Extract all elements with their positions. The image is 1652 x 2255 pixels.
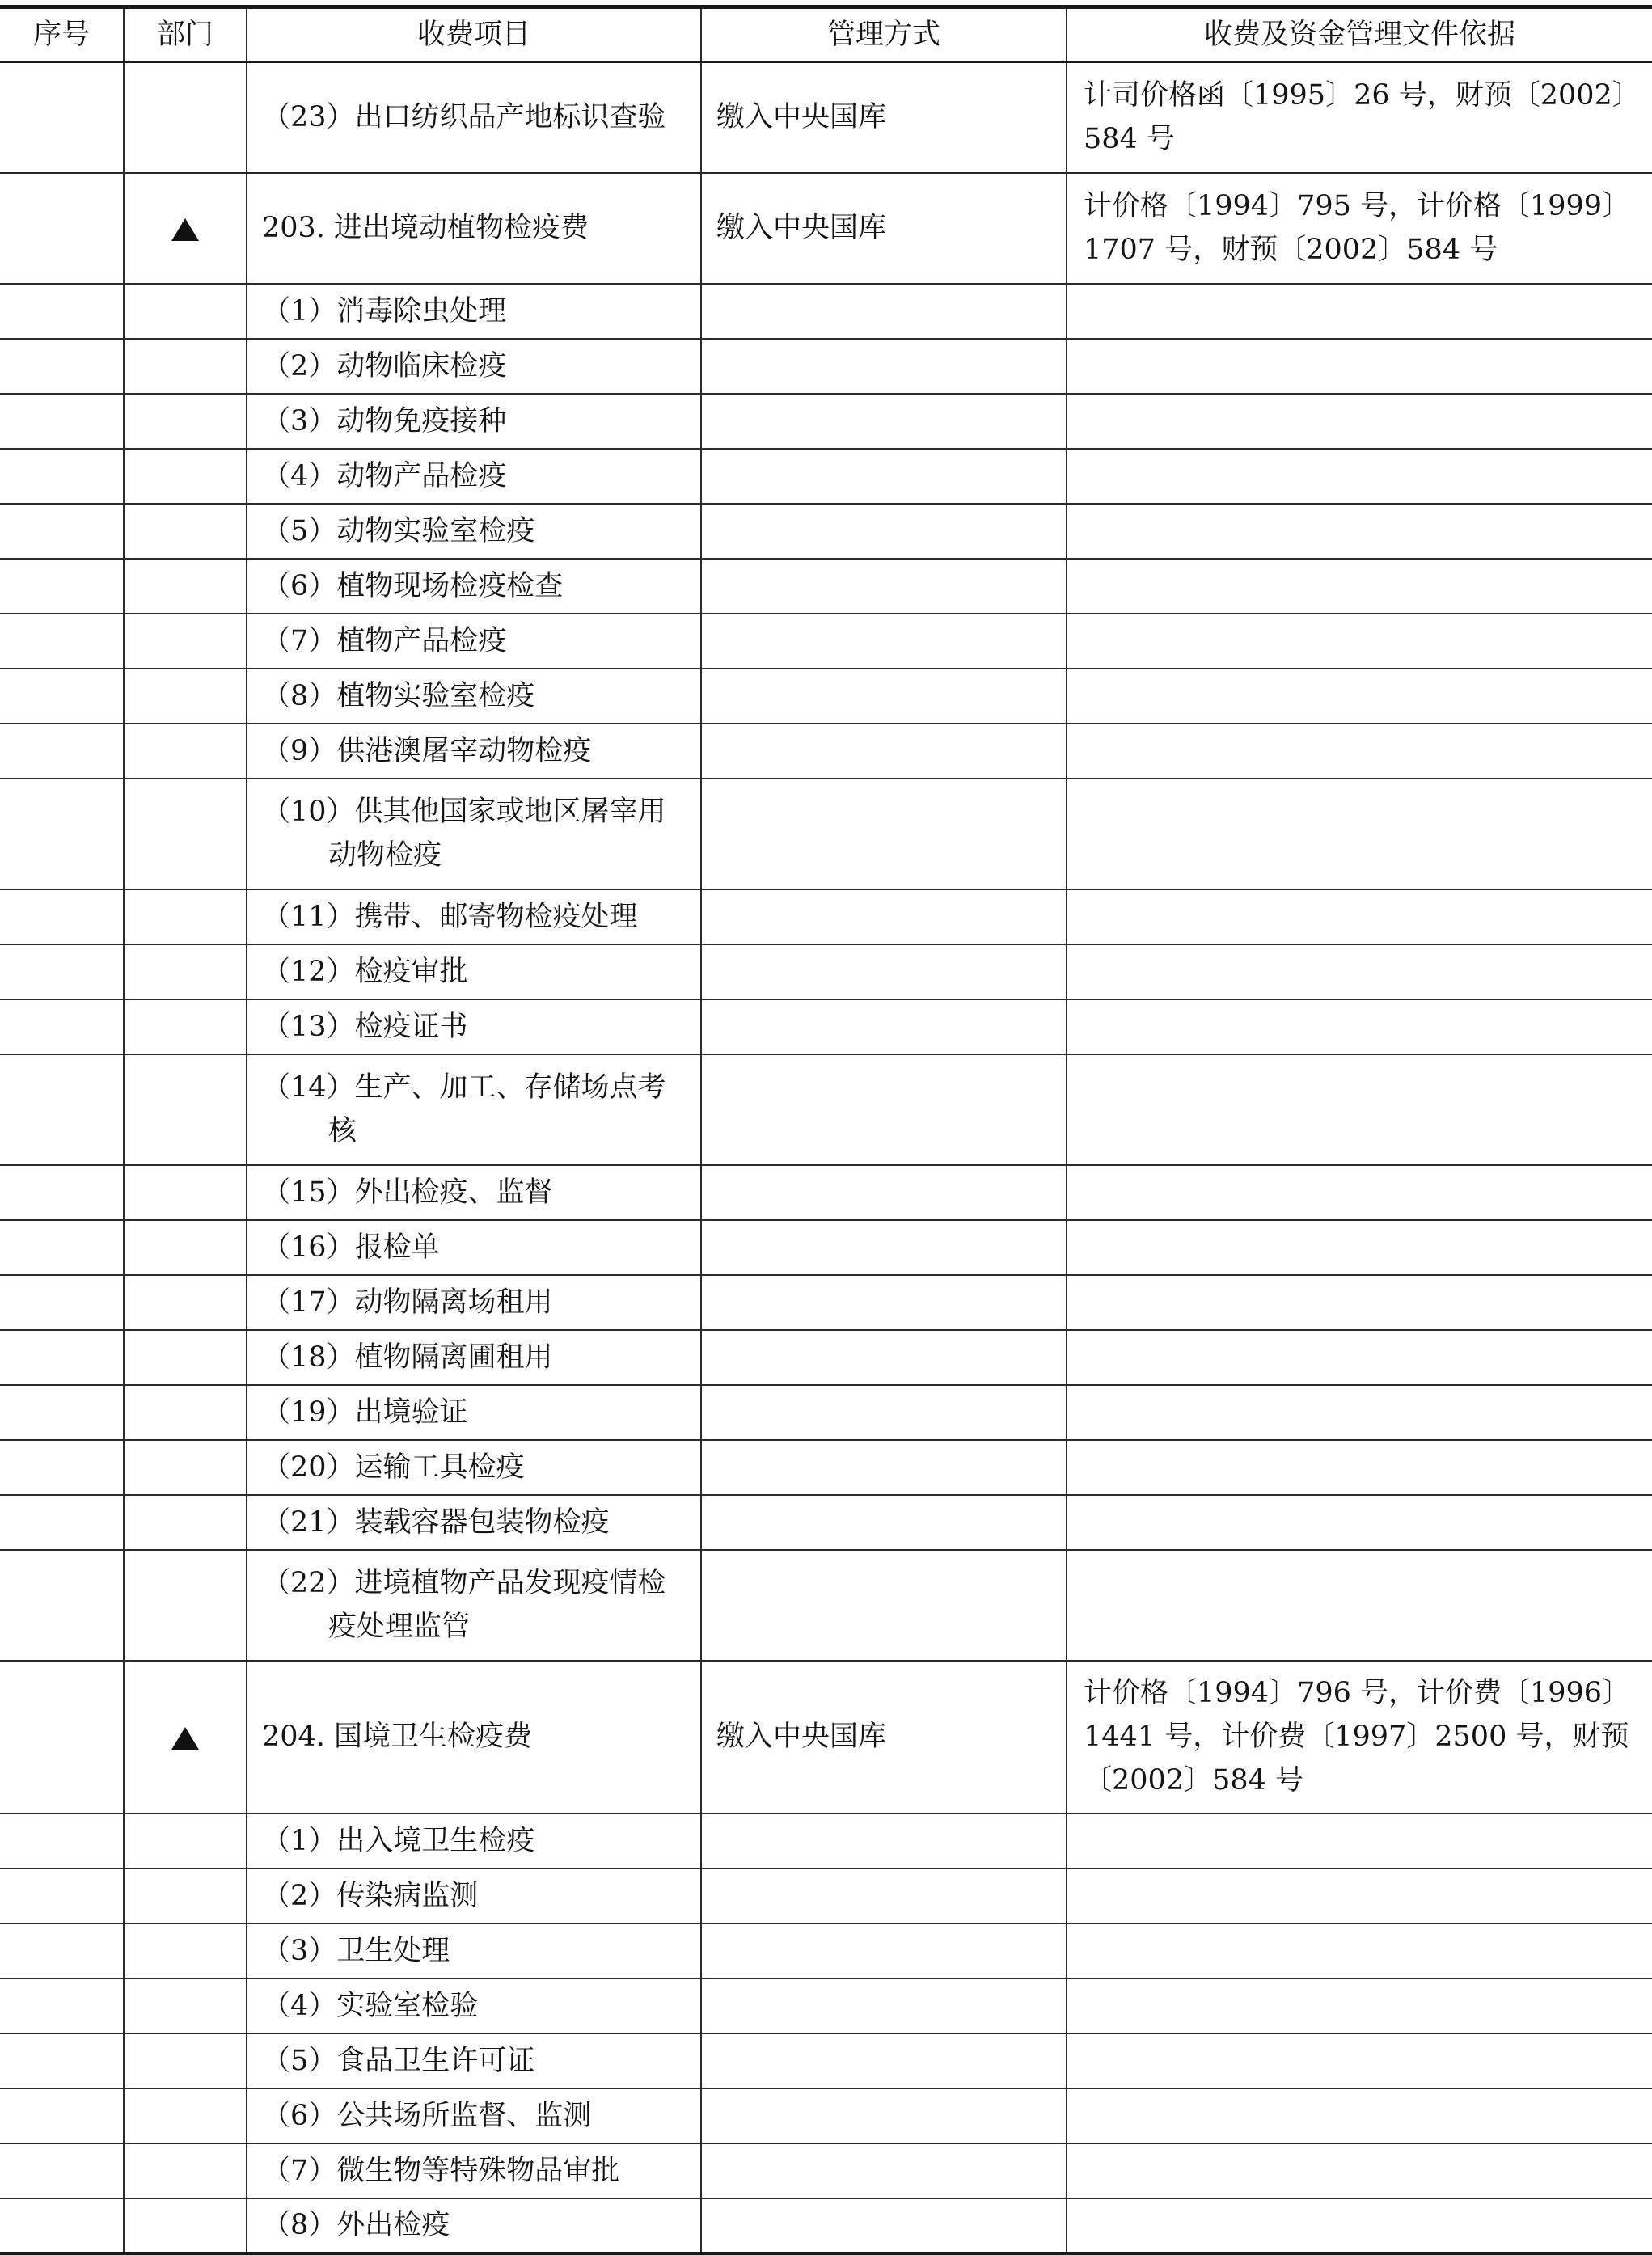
dept-cell <box>124 1220 247 1275</box>
table-row <box>0 1440 1652 1495</box>
basis-cell <box>1067 394 1652 449</box>
item-cell <box>247 284 701 339</box>
seq-cell <box>0 1330 124 1385</box>
seq-cell <box>0 449 124 504</box>
mgmt-cell <box>701 1275 1067 1330</box>
item-text: （14）生产、加工、存储场点考核 <box>262 1071 666 1147</box>
item-text: （16）报检单 <box>262 1231 440 1264</box>
seq-cell <box>0 1440 124 1495</box>
basis-cell <box>1067 1978 1652 2033</box>
basis-cell <box>1067 504 1652 559</box>
item-text: （17）动物隔离场租用 <box>262 1286 553 1319</box>
mgmt-cell <box>701 504 1067 559</box>
table-row <box>0 669 1652 724</box>
seq-cell <box>0 504 124 559</box>
dept-cell <box>124 284 247 339</box>
seq-cell <box>0 614 124 669</box>
mgmt-cell <box>701 2088 1067 2143</box>
item-cell <box>247 724 701 779</box>
dept-cell <box>124 1275 247 1330</box>
seq-cell <box>0 1220 124 1275</box>
item-cell <box>247 1869 701 1924</box>
item-cell <box>247 1220 701 1275</box>
seq-cell <box>0 724 124 779</box>
basis-cell <box>1067 724 1652 779</box>
item-text: （15）外出检疫、监督 <box>262 1176 553 1209</box>
basis-cell: 计价格〔1994〕795 号，计价格〔1999〕1707 号，财预〔2002〕584 号 <box>1067 173 1652 284</box>
table-row <box>0 1550 1652 1661</box>
table-row <box>0 2143 1652 2198</box>
item-cell <box>247 1330 701 1385</box>
mgmt-cell <box>701 1978 1067 2033</box>
header-seq: 序号 <box>0 7 124 62</box>
item-text: （18）植物隔离圃租用 <box>262 1341 553 1374</box>
dept-cell <box>124 999 247 1054</box>
dept-cell <box>124 1550 247 1661</box>
table-row <box>0 1165 1652 1220</box>
basis-cell <box>1067 1275 1652 1330</box>
table-row <box>0 1054 1652 1165</box>
item-text: （3）动物免疫接种 <box>262 404 507 437</box>
dept-cell <box>124 1869 247 1924</box>
mgmt-cell <box>701 2033 1067 2088</box>
mgmt-cell <box>701 944 1067 999</box>
dept-cell <box>124 62 247 173</box>
item-cell <box>247 449 701 504</box>
item-text: （2）传染病监测 <box>262 1879 479 1912</box>
basis-cell: 计司价格函〔1995〕26 号，财预〔2002〕584 号 <box>1067 62 1652 173</box>
item-text: （7）植物产品检疫 <box>262 624 507 657</box>
item-text: （9）供港澳屠宰动物检疫 <box>262 734 592 767</box>
dept-cell <box>124 944 247 999</box>
mgmt-cell: 缴入中央国库 <box>701 62 1067 173</box>
table-row <box>0 173 1652 284</box>
mgmt-cell <box>701 1054 1067 1165</box>
basis-cell <box>1067 1869 1652 1924</box>
triangle-icon <box>171 218 199 241</box>
item-text: （13）检疫证书 <box>262 1010 468 1043</box>
item-cell <box>247 559 701 614</box>
item-text: （11）携带、邮寄物检疫处理 <box>262 900 638 933</box>
item-text: （4）动物产品检疫 <box>262 459 507 492</box>
seq-cell <box>0 1978 124 2033</box>
table-row <box>0 2033 1652 2088</box>
item-text: （22）进境植物产品发现疫情检疫处理监管 <box>262 1567 666 1643</box>
mgmt-cell <box>701 1165 1067 1220</box>
table-row <box>0 1924 1652 1978</box>
item-text: （6）公共场所监督、监测 <box>262 2099 592 2132</box>
table-row <box>0 559 1652 614</box>
basis-cell <box>1067 1550 1652 1661</box>
table-row <box>0 449 1652 504</box>
item-text: （3）卫生处理 <box>262 1934 450 1967</box>
dept-cell <box>124 724 247 779</box>
table-row <box>0 614 1652 669</box>
basis-cell <box>1067 284 1652 339</box>
item-text: （23）出口纺织品产地标识查验 <box>262 101 666 134</box>
basis-cell <box>1067 669 1652 724</box>
mgmt-cell <box>701 394 1067 449</box>
item-text: （21）装载容器包装物检疫 <box>262 1505 610 1539</box>
table-row <box>0 1661 1652 1814</box>
mgmt-cell <box>701 999 1067 1054</box>
seq-cell <box>0 944 124 999</box>
item-cell <box>247 1440 701 1495</box>
item-cell <box>247 1385 701 1440</box>
item-cell <box>247 504 701 559</box>
mgmt-cell <box>701 1220 1067 1275</box>
table-row <box>0 1275 1652 1330</box>
table-row <box>0 394 1652 449</box>
table-row <box>0 1220 1652 1275</box>
header-mgmt: 管理方式 <box>701 7 1067 62</box>
item-cell <box>247 1924 701 1978</box>
item-text: （2）动物临床检疫 <box>262 349 507 382</box>
basis-cell <box>1067 1330 1652 1385</box>
seq-cell <box>0 173 124 284</box>
dept-cell <box>124 449 247 504</box>
table-row <box>0 2088 1652 2143</box>
item-cell <box>247 2033 701 2088</box>
item-text: （6）植物现场检疫检查 <box>262 569 564 602</box>
seq-cell <box>0 779 124 889</box>
item-cell <box>247 1814 701 1869</box>
basis-cell <box>1067 1054 1652 1165</box>
dept-cell <box>124 614 247 669</box>
dept-cell <box>124 1385 247 1440</box>
mgmt-cell <box>701 339 1067 394</box>
item-cell <box>247 1165 701 1220</box>
item-text: （10）供其他国家或地区屠宰用动物检疫 <box>262 796 666 872</box>
basis-cell <box>1067 2033 1652 2088</box>
table-row <box>0 1814 1652 1869</box>
item-text: （12）检疫审批 <box>262 955 468 988</box>
basis-cell <box>1067 449 1652 504</box>
mgmt-cell <box>701 1814 1067 1869</box>
item-text: （7）微生物等特殊物品审批 <box>262 2154 620 2187</box>
table-row <box>0 284 1652 339</box>
item-cell <box>247 173 701 284</box>
basis-cell <box>1067 1495 1652 1550</box>
basis-cell <box>1067 1814 1652 1869</box>
seq-cell <box>0 394 124 449</box>
dept-cell <box>124 1924 247 1978</box>
seq-cell <box>0 1275 124 1330</box>
item-text: （8）植物实验室检疫 <box>262 679 535 712</box>
mgmt-cell <box>701 1550 1067 1661</box>
dept-cell <box>124 1495 247 1550</box>
item-text: （8）外出检疫 <box>262 2209 450 2241</box>
dept-cell <box>124 669 247 724</box>
dept-cell <box>124 2143 247 2198</box>
table-body <box>0 62 1652 2253</box>
mgmt-cell <box>701 2143 1067 2198</box>
mgmt-cell <box>701 614 1067 669</box>
dept-cell <box>124 2198 247 2253</box>
seq-cell <box>0 559 124 614</box>
table-row <box>0 2198 1652 2253</box>
item-cell <box>247 779 701 889</box>
dept-cell <box>124 889 247 944</box>
seq-cell <box>0 2143 124 2198</box>
item-text: （1）出入境卫生检疫 <box>262 1824 535 1857</box>
basis-cell <box>1067 1385 1652 1440</box>
seq-cell <box>0 889 124 944</box>
dept-cell <box>124 1330 247 1385</box>
dept-cell <box>124 1165 247 1220</box>
seq-cell <box>0 1054 124 1165</box>
item-cell <box>247 62 701 173</box>
header-dept: 部门 <box>124 7 247 62</box>
basis-cell: 计价格〔1994〕796 号，计价费〔1996〕1441 号，计价费〔1997〕2500 号，财预〔2002〕584 号 <box>1067 1661 1652 1814</box>
mgmt-cell <box>701 284 1067 339</box>
item-text: （19）出境验证 <box>262 1396 468 1429</box>
dept-cell <box>124 504 247 559</box>
mgmt-cell <box>701 669 1067 724</box>
item-cell <box>247 614 701 669</box>
basis-cell <box>1067 779 1652 889</box>
mgmt-cell: 缴入中央国库 <box>701 1661 1067 1814</box>
basis-cell <box>1067 944 1652 999</box>
table-row <box>0 889 1652 944</box>
table-row <box>0 944 1652 999</box>
mgmt-cell <box>701 1495 1067 1550</box>
dept-cell <box>124 779 247 889</box>
header-basis: 收费及资金管理文件依据 <box>1067 7 1652 62</box>
basis-cell <box>1067 2088 1652 2143</box>
item-text: （1）消毒除虫处理 <box>262 294 507 327</box>
dept-cell <box>124 173 247 284</box>
item-cell <box>247 1275 701 1330</box>
table-row <box>0 1495 1652 1550</box>
seq-cell <box>0 284 124 339</box>
mgmt-cell <box>701 559 1067 614</box>
item-cell <box>247 999 701 1054</box>
seq-cell <box>0 999 124 1054</box>
mgmt-cell <box>701 889 1067 944</box>
mgmt-cell <box>701 1869 1067 1924</box>
seq-cell <box>0 1550 124 1661</box>
mgmt-cell <box>701 449 1067 504</box>
table-row <box>0 999 1652 1054</box>
mgmt-cell: 缴入中央国库 <box>701 173 1067 284</box>
basis-cell <box>1067 999 1652 1054</box>
dept-cell <box>124 394 247 449</box>
basis-cell <box>1067 614 1652 669</box>
item-cell <box>247 2143 701 2198</box>
table-row <box>0 62 1652 173</box>
mgmt-cell <box>701 779 1067 889</box>
basis-cell <box>1067 559 1652 614</box>
dept-cell <box>124 1978 247 2033</box>
header-row <box>0 7 1652 62</box>
item-cell <box>247 1495 701 1550</box>
dept-cell <box>124 2033 247 2088</box>
fee-table <box>0 5 1652 2255</box>
seq-cell <box>0 62 124 173</box>
mgmt-cell <box>701 2198 1067 2253</box>
item-cell <box>247 944 701 999</box>
dept-cell <box>124 2088 247 2143</box>
basis-cell <box>1067 339 1652 394</box>
mgmt-cell <box>701 724 1067 779</box>
item-text: 204. 国境卫生检疫费 <box>262 1721 533 1753</box>
basis-cell <box>1067 1440 1652 1495</box>
table-header <box>0 7 1652 62</box>
item-cell <box>247 394 701 449</box>
table-row <box>0 1330 1652 1385</box>
seq-cell <box>0 669 124 724</box>
table-row <box>0 1385 1652 1440</box>
item-cell <box>247 889 701 944</box>
dept-cell <box>124 1814 247 1869</box>
basis-cell <box>1067 889 1652 944</box>
mgmt-cell <box>701 1330 1067 1385</box>
seq-cell <box>0 339 124 394</box>
seq-cell <box>0 2198 124 2253</box>
seq-cell <box>0 2088 124 2143</box>
seq-cell <box>0 1814 124 1869</box>
seq-cell <box>0 1924 124 1978</box>
item-cell <box>247 1550 701 1661</box>
item-text: （4）实验室检验 <box>262 1989 479 2022</box>
seq-cell <box>0 1869 124 1924</box>
item-cell <box>247 2198 701 2253</box>
seq-cell <box>0 1495 124 1550</box>
seq-cell <box>0 1385 124 1440</box>
item-cell <box>247 1978 701 2033</box>
table-row <box>0 504 1652 559</box>
table-row <box>0 779 1652 889</box>
dept-cell <box>124 1440 247 1495</box>
dept-cell <box>124 339 247 394</box>
dept-cell <box>124 1661 247 1814</box>
item-cell <box>247 1054 701 1165</box>
mgmt-cell <box>701 1924 1067 1978</box>
item-text: （20）运输工具检疫 <box>262 1451 525 1484</box>
table-row <box>0 1869 1652 1924</box>
triangle-icon <box>171 1727 199 1750</box>
mgmt-cell <box>701 1385 1067 1440</box>
table-row <box>0 339 1652 394</box>
seq-cell <box>0 2033 124 2088</box>
basis-cell <box>1067 1220 1652 1275</box>
dept-cell <box>124 1054 247 1165</box>
item-cell <box>247 339 701 394</box>
table-row <box>0 724 1652 779</box>
item-text: （5）动物实验室检疫 <box>262 514 535 547</box>
item-text: （5）食品卫生许可证 <box>262 2044 535 2077</box>
item-cell <box>247 669 701 724</box>
dept-cell <box>124 559 247 614</box>
basis-cell <box>1067 2143 1652 2198</box>
seq-cell <box>0 1661 124 1814</box>
basis-cell <box>1067 2198 1652 2253</box>
basis-cell <box>1067 1924 1652 1978</box>
mgmt-cell <box>701 1440 1067 1495</box>
table-row <box>0 1978 1652 2033</box>
item-text: 203. 进出境动植物检疫费 <box>262 212 589 244</box>
basis-cell <box>1067 1165 1652 1220</box>
item-cell <box>247 2088 701 2143</box>
item-cell <box>247 1661 701 1814</box>
seq-cell <box>0 1165 124 1220</box>
header-item: 收费项目 <box>247 7 701 62</box>
